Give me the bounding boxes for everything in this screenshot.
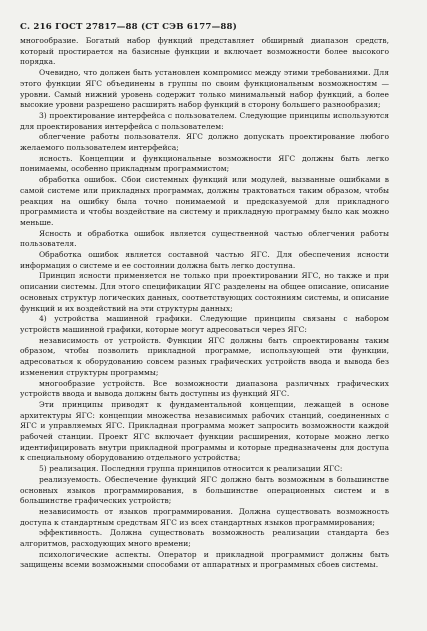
paragraph: независимость от языков программирования. Должна существовать возможность доступа к стандартным средствам ЯГС из всех стандартных языков программирования; (20, 506, 389, 527)
paragraph: Ясность и обработка ошибок является существенной частью облегчения работы пользователя. (20, 228, 389, 249)
paragraph: обработка ошибок. Сбои системных функций или модулей, вызванные ошибками в самой системе или прикладных программах, должны трактоваться таким образом, чтобы реакция на ошибку была точно понимаемой и предсказуемой для прикладного программиста и чтобы воздействие на систему и прикладную программу было как можно меньше. (20, 175, 389, 227)
paragraph: независимость от устройств. Функции ЯГС должны быть спроектированы таким образом, чтобы позволить прикладной программе, использующей эти функции, адресоваться к оборудованию совсем разных графических устройств ввода и вывода без изменения структуры программы; (20, 335, 389, 377)
paragraph: многообразие. Богатый набор функций представляет обширный диапазон средств, который простирается на базисные функции и включает возможности более высокого порядка. (20, 36, 389, 67)
paragraph: эффективность. Должна существовать возможность реализации стандарта без алгоритмов, расходующих много времени; (20, 528, 389, 549)
paragraph: многообразие устройств. Все возможности диапазона различных графических устройств ввода и вывода должны быть доступны из функций ЯГС. (20, 378, 389, 399)
paragraph: Обработка ошибок является составной частью ЯГС. Для обеспечения ясности информация о системе и ее состоянии должна быть легко доступна. (20, 250, 389, 270)
paragraph: Эти принципы приводят к фундаментальной концепции, лежащей в основе архитектуры ЯГС: концепции множества независимых рабочих станций, соединенных с ЯГС и управляемых ЯГС. Прикладная программа может запросить возможности каждой рабочей станции. Проект ЯГС включает функции расширения, которые можно легко идентифицировать внутри прикладной программы и которые предназначены для доступа к специальному оборудованию отдельного устройства; (20, 399, 389, 463)
document-body (20, 36, 389, 571)
paragraph: психологические аспекты. Оператор и прикладной программист должны быть защищены всеми возможными способами от аппаратных и программных сбоев системы. (20, 549, 389, 570)
paragraph: Очевидно, что должен быть установлен компромисс между этими требованиями. Для этого функции ЯГС объединены в группы по своим функциональным возможностям — уровни. Самый нижний уровень содержит только минимальный набор функций, а более высокие уровни разрешено расширять набор функций в сторону большего разнообразия; (20, 68, 389, 110)
paragraph: реализуемость. Обеспечение функций ЯГС должно быть возможным в большинстве основных языков программирования, в большинстве операционных систем и в большинстве графических устройств; (20, 474, 389, 506)
paragraph: Принцип ясности применяется не только при проектировании ЯГС, но также и при описании системы. Для этого спецификации ЯГС разделены на общее описание, описание основных структур логических данных, соответствующих состояниям системы, и описание функций и их воздействий на эти структуры данных; (20, 271, 389, 313)
paragraph: 3) проектирование интерфейса с пользователем. Следующие принципы используются для проектирования интерфейса с пользователем: (20, 110, 389, 131)
paragraph: ясность. Концепции и функциональные возможности ЯГС должны быть легко понимаемы, особенно прикладным программистом; (20, 153, 389, 174)
paragraph: облегчение работы пользователя. ЯГС должно допускать проектирование любого желаемого пользователем интерфейса; (20, 132, 389, 153)
page-header: С. 216 ГОСТ 27817—88 (СТ СЭВ 6177—88) (20, 22, 238, 32)
paragraph: 4) устройства машинной графики. Следующие принципы связаны с набором устройств машинной графики, которые могут адресоваться через ЯГС: (20, 314, 389, 334)
paragraph: 5) реализация. Последняя группа принципов относится к реализации ЯГС: (39, 464, 343, 474)
